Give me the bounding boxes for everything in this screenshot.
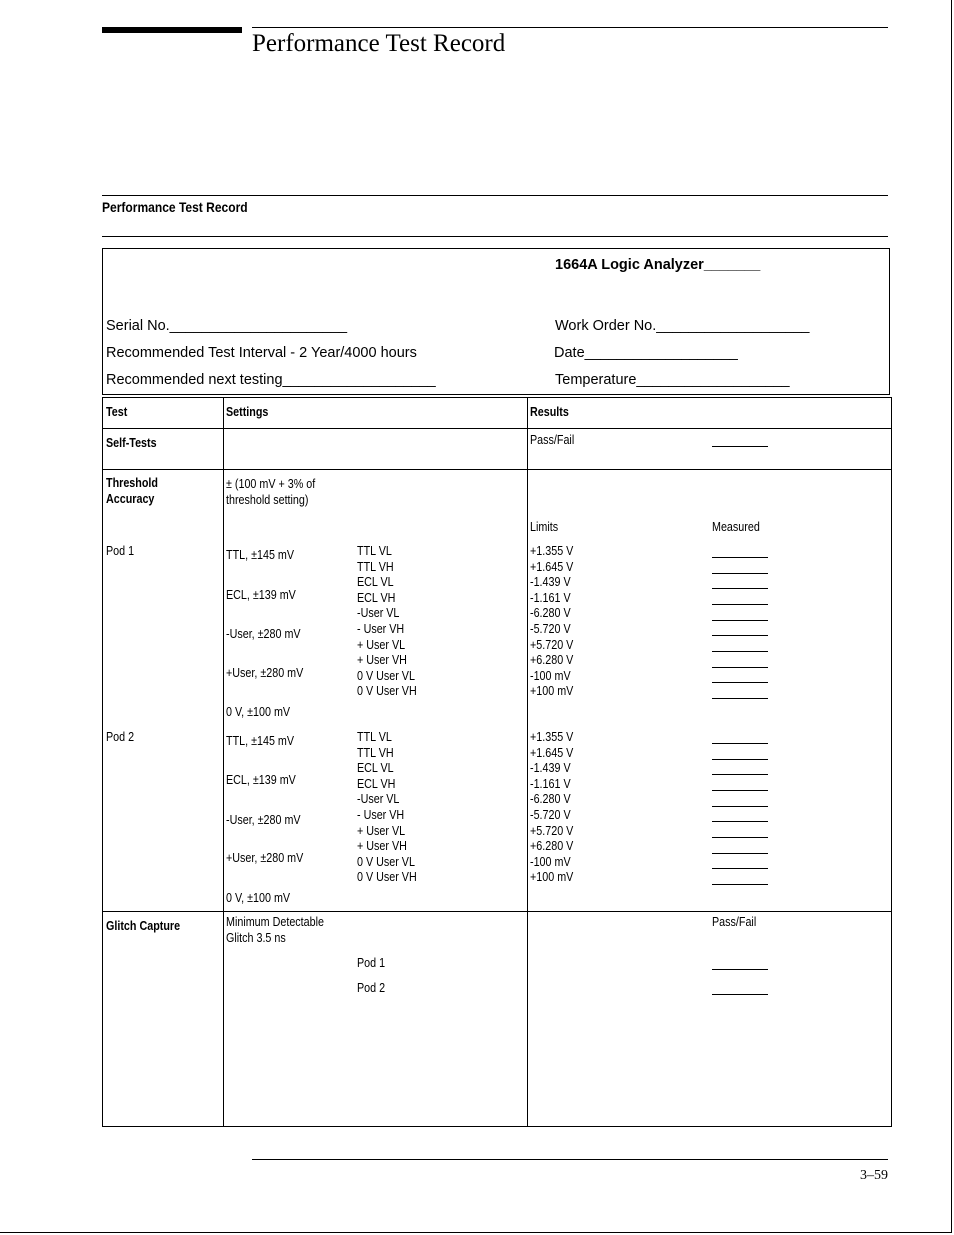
title-rule (252, 27, 888, 28)
measured-entry-line[interactable] (712, 667, 768, 668)
self-tests-entry-line[interactable] (712, 446, 768, 447)
limit-value: +6.280 V (530, 839, 574, 854)
limit-value: +1.355 V (530, 730, 574, 744)
limit-value: -1.161 V (530, 776, 571, 791)
measured-entry-line[interactable] (712, 635, 768, 636)
temperature-field: Temperature___________________ (555, 372, 790, 388)
limit-value: +100 mV (530, 870, 574, 885)
channel-label: + User VH (357, 653, 407, 668)
limit-value: -1.439 V (530, 761, 571, 776)
glitch-pod1-entry-line[interactable] (712, 969, 768, 970)
threshold-label-line1: Threshold (106, 476, 158, 490)
measured-entry-line[interactable] (712, 837, 768, 838)
channel-label: ECL VL (357, 761, 394, 776)
instrument-name: 1664A Logic Analyzer_______ (555, 257, 761, 273)
pod1-setting-pos-user: +User, ±280 mV (226, 666, 304, 680)
pod2-setting-ttl: TTL, ±145 mV (226, 734, 295, 748)
measured-entry-line[interactable] (712, 806, 768, 807)
measured-entry-line[interactable] (712, 821, 768, 822)
glitch-pod2-label: Pod 2 (357, 981, 386, 995)
glitch-pod2-entry-line[interactable] (712, 994, 768, 995)
test-interval-text: Recommended Test Interval - 2 Year/4000 hours (106, 345, 417, 361)
limit-value: -100 mV (530, 854, 571, 869)
limit-value: +1.355 V (530, 544, 574, 558)
serial-number-field: Serial No.______________________ (106, 318, 348, 334)
pod2-setting-zero: 0 V, ±100 mV (226, 891, 291, 905)
column-header-settings: Settings (226, 405, 269, 419)
page-right-edge (951, 0, 952, 1233)
measured-entry-line[interactable] (712, 573, 768, 574)
measured-entry-line[interactable] (712, 743, 768, 744)
pod1-label: Pod 1 (106, 544, 135, 558)
channel-label: TTL VH (357, 559, 394, 574)
channel-label: TTL VL (357, 544, 392, 558)
pod2-setting-ecl: ECL, ±139 mV (226, 773, 296, 787)
channel-label: + User VL (357, 823, 406, 838)
limit-value: +5.720 V (530, 637, 574, 652)
table-col-divider-1 (223, 397, 224, 1127)
page-number: 3–59 (860, 1168, 888, 1183)
pod1-setting-ecl: ECL, ±139 mV (226, 588, 296, 602)
limit-value: -100 mV (530, 668, 571, 683)
column-header-results: Results (530, 405, 569, 419)
channel-label: 0 V User VH (357, 870, 417, 885)
section-heading: Performance Test Record (102, 199, 248, 215)
measured-entry-line[interactable] (712, 588, 768, 589)
pod1-setting-neg-user: -User, ±280 mV (226, 627, 301, 641)
limit-value: +100 mV (530, 684, 574, 699)
pod2-label: Pod 2 (106, 730, 135, 744)
work-order-field: Work Order No.___________________ (555, 318, 810, 334)
channel-label: ECL VH (357, 776, 396, 791)
threshold-spec-line2: threshold setting) (226, 493, 309, 507)
measured-entry-line[interactable] (712, 651, 768, 652)
pod1-channel-list (357, 544, 417, 700)
glitch-spec-line1: Minimum Detectable (226, 915, 324, 929)
column-header-test: Test (106, 405, 128, 419)
channel-label: + User VH (357, 839, 407, 854)
self-tests-result-label: Pass/Fail (530, 433, 575, 447)
channel-label: -User VL (357, 792, 400, 807)
page-title: Performance Test Record (252, 30, 506, 57)
section-rule-top (102, 195, 888, 196)
limit-value: +6.280 V (530, 653, 574, 668)
date-field: Date___________________ (554, 345, 738, 361)
limit-value: -1.439 V (530, 575, 571, 590)
measured-label: Measured (712, 520, 760, 534)
channel-label: 0 V User VH (357, 684, 417, 699)
measured-entry-line[interactable] (712, 759, 768, 760)
table-row-divider (102, 911, 891, 912)
threshold-spec-line1: ± (100 mV + 3% of (226, 477, 316, 491)
next-testing-field: Recommended next testing___________________ (106, 372, 436, 388)
channel-label: -User VL (357, 606, 400, 621)
pod1-setting-ttl: TTL, ±145 mV (226, 548, 295, 562)
limit-value: -6.280 V (530, 606, 571, 621)
footer-rule (252, 1159, 888, 1160)
measured-entry-line[interactable] (712, 698, 768, 699)
glitch-spec-line2: Glitch 3.5 ns (226, 931, 286, 945)
results-table (102, 397, 892, 1127)
pod2-setting-neg-user: -User, ±280 mV (226, 813, 301, 827)
table-col-divider-2 (527, 397, 528, 1127)
channel-label: ECL VL (357, 575, 394, 590)
channel-label: 0 V User VL (357, 668, 415, 683)
measured-entry-line[interactable] (712, 774, 768, 775)
pod1-setting-zero: 0 V, ±100 mV (226, 705, 291, 719)
channel-label: - User VH (357, 621, 405, 636)
table-row-divider (102, 428, 891, 429)
glitch-capture-label: Glitch Capture (106, 919, 181, 933)
self-tests-label: Self-Tests (106, 436, 157, 450)
channel-label: TTL VH (357, 745, 394, 760)
threshold-label-line2: Accuracy (106, 492, 155, 506)
title-bar (102, 27, 242, 33)
channel-label: - User VH (357, 807, 405, 822)
limit-value: -5.720 V (530, 807, 571, 822)
measured-entry-line[interactable] (712, 620, 768, 621)
glitch-pod1-label: Pod 1 (357, 956, 386, 970)
measured-entry-line[interactable] (712, 682, 768, 683)
measured-entry-line[interactable] (712, 884, 768, 885)
pod2-setting-pos-user: +User, ±280 mV (226, 851, 304, 865)
pod2-channel-list (357, 730, 417, 886)
table-row-divider (102, 469, 891, 470)
measured-entry-line[interactable] (712, 790, 768, 791)
measured-entry-line[interactable] (712, 868, 768, 869)
limit-value: +5.720 V (530, 823, 574, 838)
limit-value: +1.645 V (530, 559, 574, 574)
limit-value: +1.645 V (530, 745, 574, 760)
channel-label: ECL VH (357, 590, 396, 605)
measured-entry-line[interactable] (712, 853, 768, 854)
channel-label: TTL VL (357, 730, 392, 744)
pod1-limits-list (530, 544, 573, 700)
pod2-limits-list (530, 730, 573, 886)
measured-entry-line[interactable] (712, 604, 768, 605)
measured-entry-line[interactable] (712, 557, 768, 558)
limit-value: -1.161 V (530, 590, 571, 605)
limits-label: Limits (530, 520, 559, 534)
glitch-result-label: Pass/Fail (712, 915, 757, 929)
section-rule-bottom (102, 236, 888, 237)
limit-value: -6.280 V (530, 792, 571, 807)
channel-label: + User VL (357, 637, 406, 652)
page-bottom-edge (0, 1232, 952, 1233)
channel-label: 0 V User VL (357, 854, 415, 869)
limit-value: -5.720 V (530, 621, 571, 636)
